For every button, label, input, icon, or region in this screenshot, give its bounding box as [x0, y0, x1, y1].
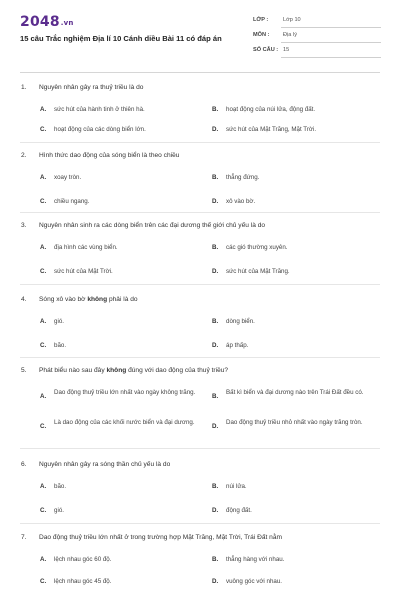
option-text: bão.	[54, 342, 67, 349]
option-text: xô vào bờ.	[226, 198, 256, 205]
question-text-emphasis: không	[87, 296, 108, 303]
option-letter: D.	[212, 507, 219, 514]
meta-subject	[253, 31, 381, 45]
option-letter: B.	[212, 174, 219, 181]
option-text: áp thấp.	[226, 342, 249, 349]
question-text: Dao động thuỷ triều lớn nhất ở trong trường hợp Mặt Trăng, Mặt Trời, Trái Đất nằm	[39, 534, 283, 541]
option-letter: C.	[40, 507, 47, 514]
option-letter: B.	[212, 106, 219, 113]
question-text-part: đúng với dao động của thuỷ triều?	[126, 367, 229, 374]
option-letter: C.	[40, 268, 47, 275]
option-letter: B.	[212, 483, 219, 490]
question-separator	[20, 357, 380, 358]
option-text: sức hút của hành tinh ở thiên hà.	[54, 106, 145, 113]
option-text: thẳng hàng với nhau.	[226, 556, 285, 563]
option-text: lệch nhau góc 60 độ.	[54, 556, 112, 563]
question-separator	[20, 284, 380, 285]
option-text: lệch nhau góc 45 độ.	[54, 578, 112, 585]
option-text: dòng biển.	[226, 318, 255, 325]
question-number: 4.	[21, 296, 27, 303]
option-letter: C.	[40, 423, 47, 430]
option-letter: B.	[212, 318, 219, 325]
option-text: sức hút của Mặt Trăng.	[226, 268, 290, 275]
meta-count-line	[281, 57, 381, 58]
question-text: Nguyên nhân gây ra sóng thần chủ yếu là do	[39, 461, 171, 468]
meta-subject-line	[281, 42, 381, 43]
logo-suffix: .vn	[60, 19, 74, 27]
option-letter: D.	[212, 126, 219, 133]
option-letter: D.	[212, 423, 219, 430]
option-text: các gió thường xuyên.	[226, 244, 288, 251]
option-letter: D.	[212, 198, 219, 205]
document-title: 15 câu Trắc nghiệm Địa lí 10 Cánh diều Bài 11 có đáp án	[20, 34, 222, 43]
option-text: Bất kì biển và đại dương nào trên Trái Đất đều có.	[226, 389, 364, 396]
question-text: Nguyên nhân sinh ra các dòng biển trên các đại dương thế giới chủ yếu là do	[39, 222, 266, 229]
option-letter: A.	[40, 174, 47, 181]
option-text: hoạt động của các dòng biển lớn.	[54, 126, 146, 133]
option-text: Dao động thuỷ triều lớn nhất vào ngày không trăng.	[54, 389, 196, 396]
meta-subject-label: MÔN :	[253, 32, 270, 38]
question-text-emphasis: không	[106, 367, 127, 374]
meta-class-label: LỚP :	[253, 17, 269, 23]
question-number: 1.	[21, 84, 27, 91]
question-number: 6.	[21, 461, 27, 468]
option-letter: B.	[212, 393, 219, 400]
option-text: Là dao động của các khối nước biển và đại dương.	[54, 419, 195, 426]
option-letter: D.	[212, 578, 219, 585]
question-number: 2.	[21, 152, 27, 159]
meta-count-value: 15	[283, 47, 290, 53]
option-letter: A.	[40, 556, 47, 563]
logo-text: 2048	[20, 14, 60, 30]
option-text: động đất.	[226, 507, 252, 514]
question-separator	[20, 142, 380, 143]
question-text: Hình thức dao động của sóng biển là theo chiều	[39, 152, 180, 159]
worksheet-header	[0, 0, 400, 70]
option-text: thẳng đứng.	[226, 174, 260, 181]
option-letter: A.	[40, 318, 47, 325]
option-letter: B.	[212, 556, 219, 563]
option-letter: D.	[212, 268, 219, 275]
option-text: vuông góc với nhau.	[226, 578, 283, 585]
option-text: sức hút của Mặt Trăng, Mặt Trời.	[226, 126, 317, 133]
option-letter: A.	[40, 106, 47, 113]
option-letter: B.	[212, 244, 219, 251]
meta-class	[253, 16, 381, 30]
option-letter: C.	[40, 198, 47, 205]
option-letter: D.	[212, 342, 219, 349]
question-text	[39, 367, 228, 374]
option-letter: A.	[40, 393, 47, 400]
meta-count-label: SỐ CÂU :	[253, 47, 279, 53]
question-number: 3.	[21, 222, 27, 229]
meta-subject-value: Địa lý	[283, 32, 297, 38]
meta-class-line	[281, 27, 381, 28]
question-text-part: phải là do	[107, 296, 138, 303]
option-text: chiều ngang.	[54, 198, 90, 205]
option-letter: C.	[40, 578, 47, 585]
option-text: sức hút của Mặt Trời.	[54, 268, 113, 275]
option-text: xoay tròn.	[54, 174, 82, 181]
option-letter: A.	[40, 483, 47, 490]
option-text: núi lửa.	[226, 483, 247, 490]
option-letter: C.	[40, 126, 47, 133]
option-text: hoạt động của núi lửa, động đất.	[226, 106, 316, 113]
option-text: bão.	[54, 483, 67, 490]
option-letter: A.	[40, 244, 47, 251]
meta-count	[253, 46, 381, 60]
header-divider	[20, 72, 380, 73]
option-letter: C.	[40, 342, 47, 349]
meta-class-value: Lớp 10	[283, 17, 301, 23]
option-text: Dao động thuỷ triều nhỏ nhất vào ngày trăng tròn.	[226, 419, 363, 426]
question-separator	[20, 212, 380, 213]
question-text: Nguyên nhân gây ra thuỷ triều là do	[39, 84, 144, 91]
question-text-part: Phát biểu nào sau đây	[39, 367, 107, 374]
option-text: gió.	[54, 507, 64, 514]
option-text: gió.	[54, 318, 64, 325]
option-text: địa hình các vùng biển.	[54, 244, 118, 251]
site-logo[interactable]	[20, 14, 74, 30]
question-separator	[20, 448, 380, 449]
question-separator	[20, 523, 380, 524]
question-number: 5.	[21, 367, 27, 374]
question-text-part: Sóng xô vào bờ	[39, 296, 88, 303]
question-number: 7.	[21, 534, 27, 541]
question-text	[39, 296, 138, 303]
